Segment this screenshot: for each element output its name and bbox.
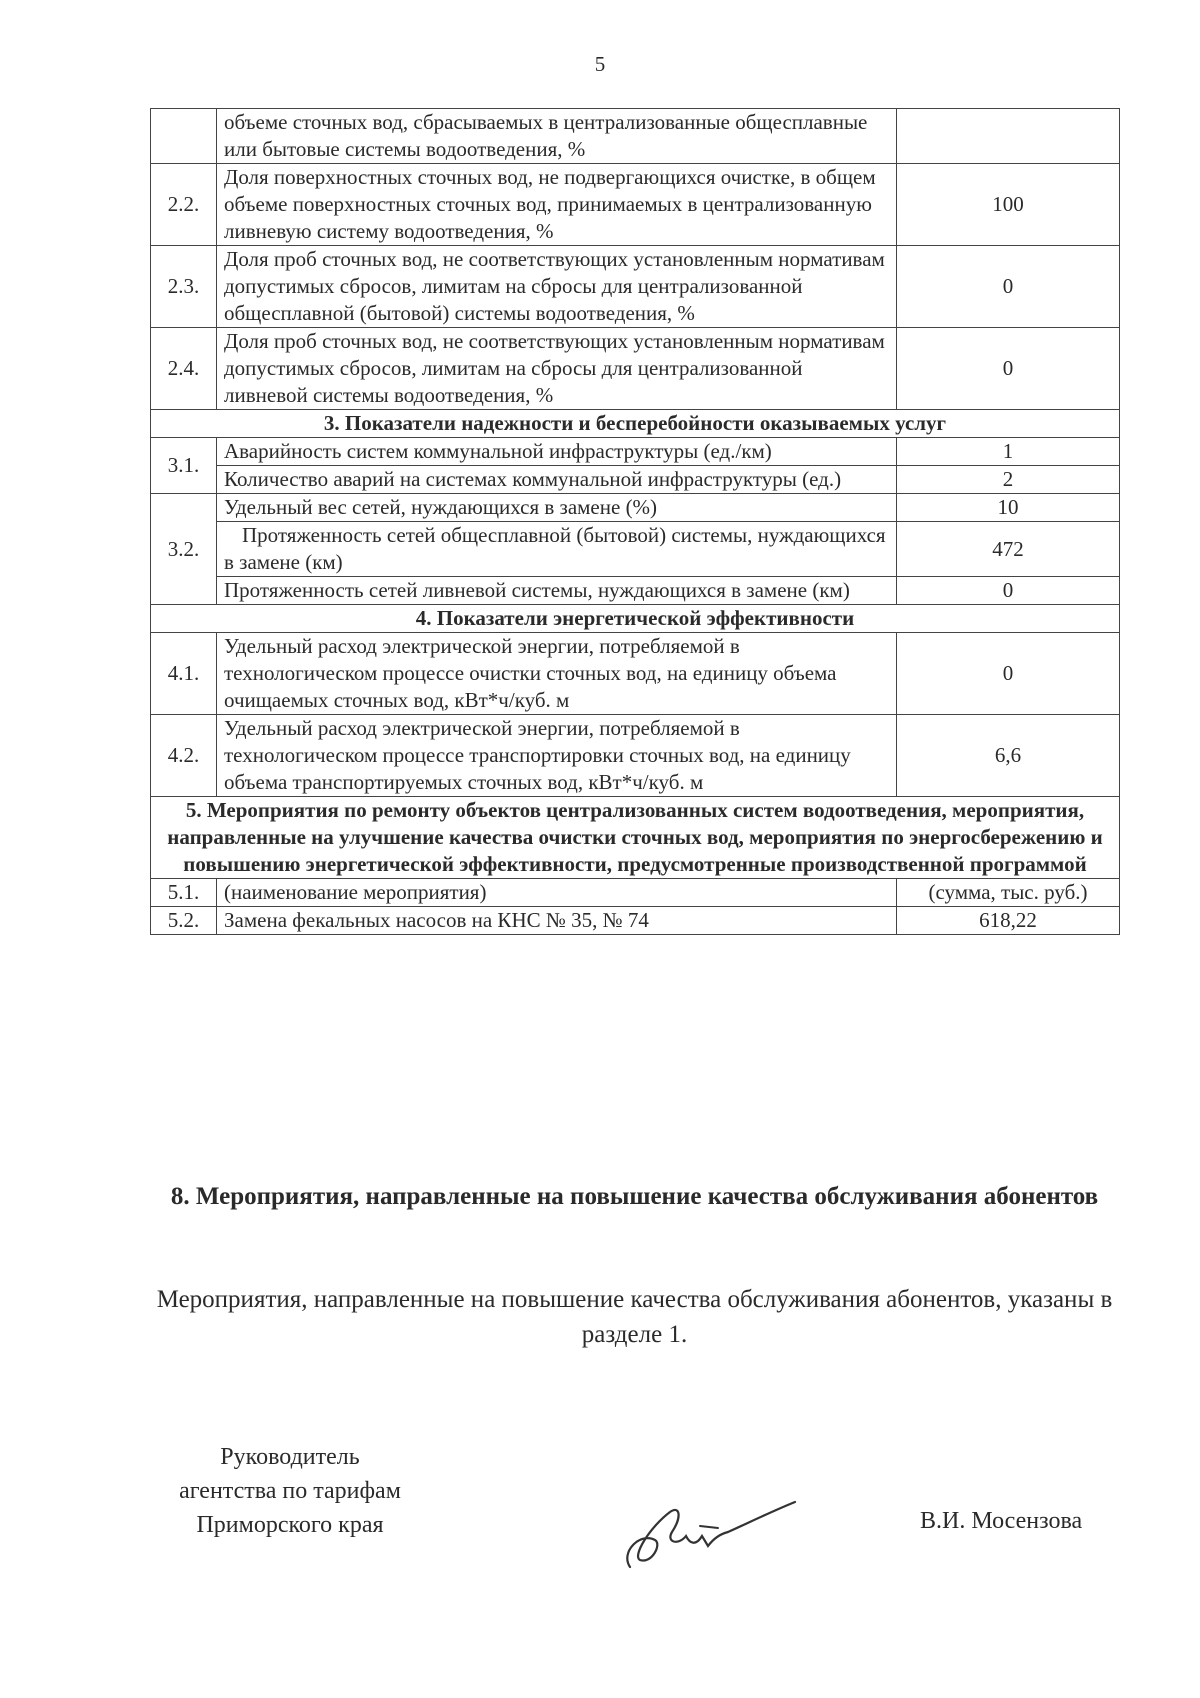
row-number: 3.1. [151, 438, 217, 494]
row-value: 0 [897, 577, 1120, 605]
page-number: 5 [594, 52, 606, 76]
row-number: 3.2. [151, 494, 217, 605]
row-value: 618,22 [897, 907, 1120, 935]
signer-position [140, 1440, 440, 1542]
table-row [151, 466, 1120, 494]
section-header-row [151, 797, 1120, 879]
section-8-heading: 8. Мероприятия, направленные на повышение качества обслуживания абонентов [170, 1183, 1099, 1210]
row-description: Удельный вес сетей, нуждающихся в замене (%) [217, 494, 897, 522]
row-number: 5.1. [151, 879, 217, 907]
row-number: 4.2. [151, 715, 217, 797]
table-row [151, 109, 1120, 164]
section-4-title: 4. Показатели энергетической эффективности [151, 605, 1120, 633]
row-number: 2.4. [151, 328, 217, 410]
row-number: 2.2. [151, 164, 217, 246]
signer-position-line: Приморского края [196, 1512, 384, 1538]
row-value: 2 [897, 466, 1120, 494]
table-row [151, 438, 1120, 466]
signer-position-line: Руководитель [220, 1444, 360, 1470]
row-number: 5.2. [151, 907, 217, 935]
row-description: Аварийность систем коммунальной инфраструктуры (ед./км) [217, 438, 897, 466]
row-number: 2.3. [151, 246, 217, 328]
table-row [151, 715, 1120, 797]
row-value: 0 [897, 328, 1120, 410]
row-value: 0 [897, 246, 1120, 328]
row-description: Доля поверхностных сточных вод, не подвергающихся очистке, в общем объеме поверхностных сточных вод, принимаемых в централизованную ливневую систему водоотведения, % [217, 164, 897, 246]
row-description: Замена фекальных насосов на КНС № 35, № 74 [217, 907, 897, 935]
signer-position-line: агентства по тарифам [179, 1478, 401, 1504]
row-number: 4.1. [151, 633, 217, 715]
indicators-table [150, 108, 1120, 935]
row-description: Доля проб сточных вод, не соответствующих установленным нормативам допустимых сбросов, лимитам на сбросы для централизованной общесплавной (бытовой) системы водоотведения, % [217, 246, 897, 328]
section-header-row [151, 410, 1120, 438]
row-value: 472 [897, 522, 1120, 577]
table-row [151, 577, 1120, 605]
row-description: Доля проб сточных вод, не соответствующих установленным нормативам допустимых сбросов, лимитам на сбросы для централизованной ливневой системы водоотведения, % [217, 328, 897, 410]
row-value [897, 109, 1120, 164]
row-description: объеме сточных вод, сбрасываемых в централизованные общесплавные или бытовые системы водоотведения, % [217, 109, 897, 164]
table-row [151, 633, 1120, 715]
handwritten-signature [600, 1472, 800, 1582]
row-value: 1 [897, 438, 1120, 466]
row-value: 10 [897, 494, 1120, 522]
table-row [151, 522, 1120, 577]
row-number [151, 109, 217, 164]
row-description: Удельный расход электрической энергии, потребляемой в технологическом процессе транспортировки сточных вод, на единицу объема транспортируемых сточных вод, кВт*ч/куб. м [217, 715, 897, 797]
row-description: Протяженность сетей ливневой системы, нуждающихся в замене (км) [217, 577, 897, 605]
table-row [151, 164, 1120, 246]
section-3-title: 3. Показатели надежности и бесперебойности оказываемых услуг [151, 410, 1120, 438]
row-value: 100 [897, 164, 1120, 246]
table-row [151, 879, 1120, 907]
table-row [151, 328, 1120, 410]
section-5-title: 5. Мероприятия по ремонту объектов централизованных систем водоотведения, мероприятия, направленные на улучшение качества очистки сточных вод, мероприятия по энергосбережению и повышению энергетической эффективности, предусмотренные производственной программой [151, 797, 1120, 879]
row-value: 6,6 [897, 715, 1120, 797]
section-8-text: Мероприятия, направленные на повышение качества обслуживания абонентов, указаны в разделе 1. [156, 1286, 1113, 1348]
row-description: Протяженность сетей общесплавной (бытовой) системы, нуждающихся в замене (км) [217, 522, 897, 577]
table-row [151, 246, 1120, 328]
row-description: (наименование мероприятия) [217, 879, 897, 907]
row-description: Количество аварий на системах коммунальной инфраструктуры (ед.) [217, 466, 897, 494]
section-header-row [151, 605, 1120, 633]
row-value: (сумма, тыс. руб.) [897, 879, 1120, 907]
row-value: 0 [897, 633, 1120, 715]
row-description: Удельный расход электрической энергии, потребляемой в технологическом процессе очистки сточных вод, на единицу объема очищаемых сточных вод, кВт*ч/куб. м [217, 633, 897, 715]
table-row [151, 907, 1120, 935]
table-row [151, 494, 1120, 522]
signer-name: В.И. Мосензова [920, 1508, 1083, 1534]
